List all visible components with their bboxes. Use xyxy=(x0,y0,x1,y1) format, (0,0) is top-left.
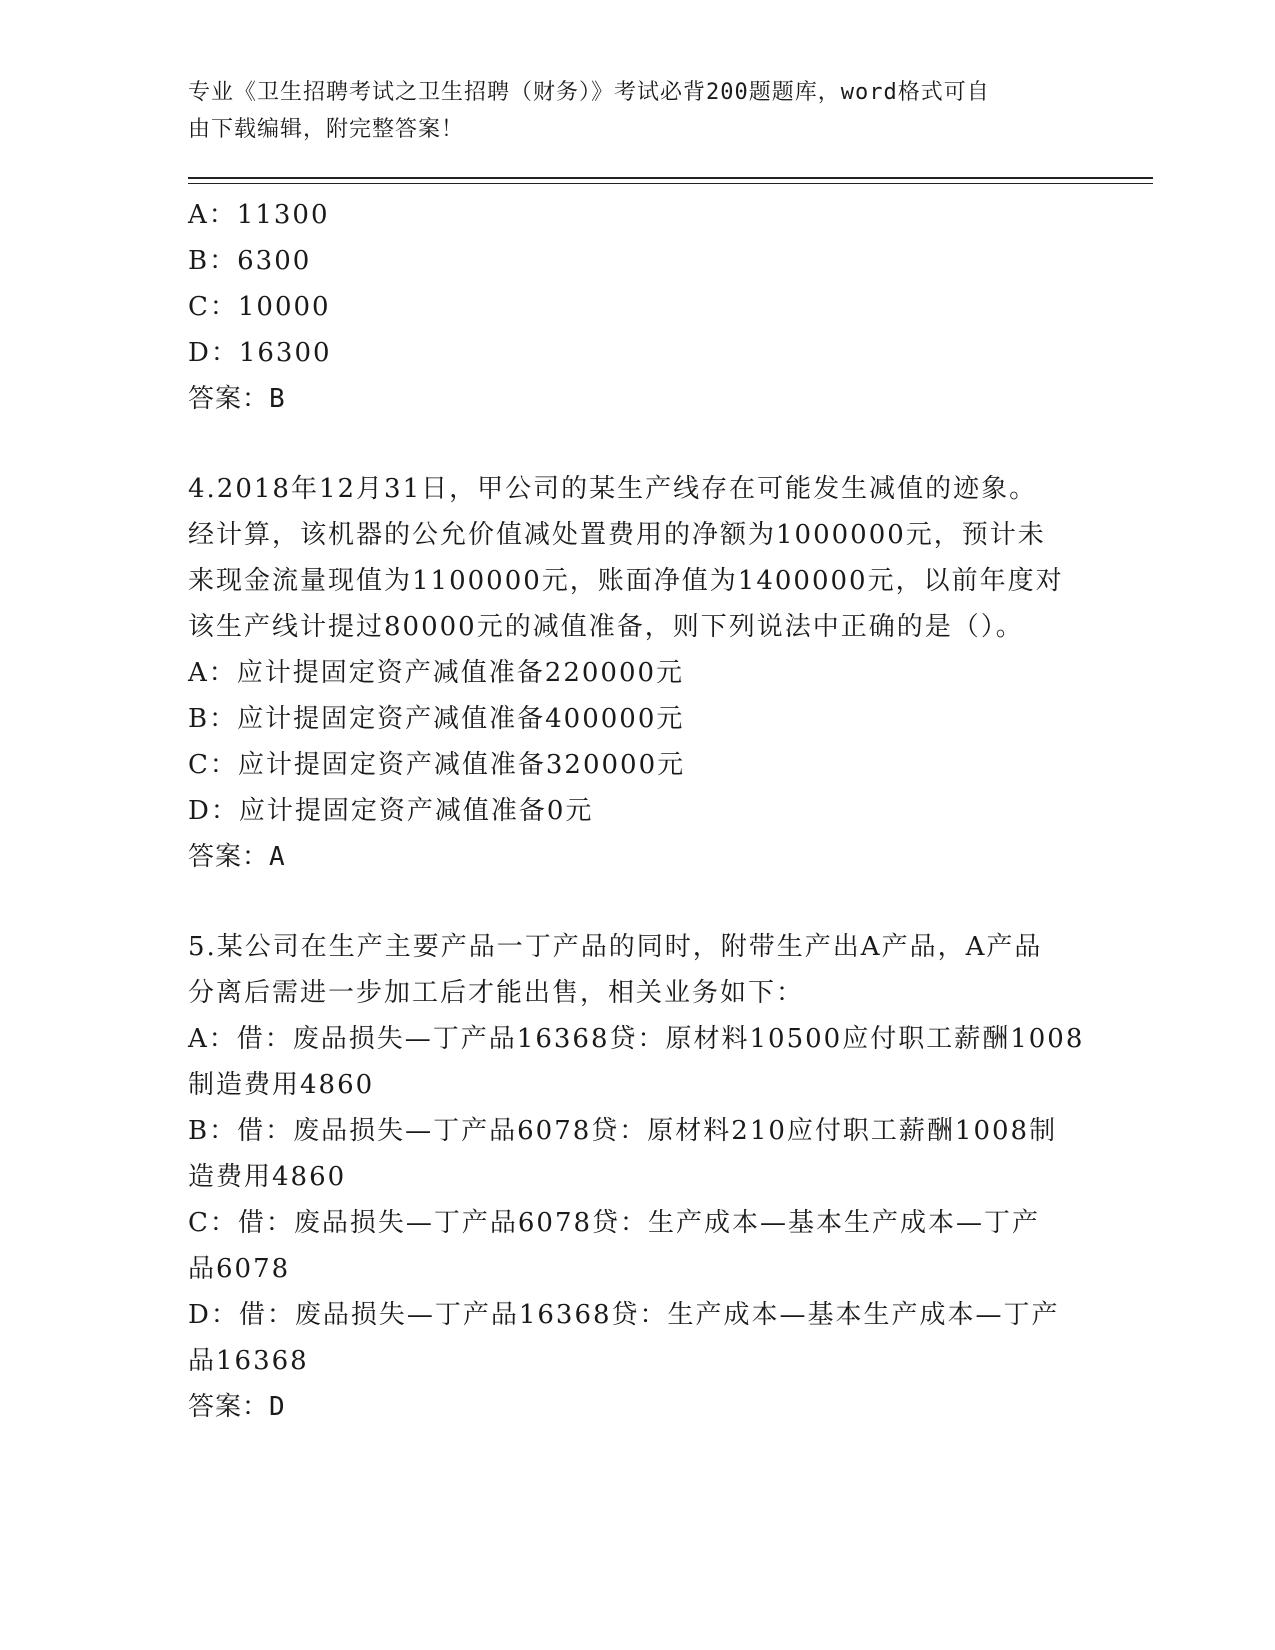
q5-option-b xyxy=(188,1108,1088,1200)
header-line-1: 专业《卫生招聘考试之卫生招聘（财务）》考试必背200题题库，word格式可自 xyxy=(188,80,990,105)
q5-option-a xyxy=(188,1016,1088,1108)
q5-option-b-line: 造费用4860 xyxy=(188,1162,347,1192)
q4-option-c: C：应计提固定资产减值准备320000元 xyxy=(188,750,686,780)
q3-option-c: C：10000 xyxy=(188,292,331,322)
q5-stem-line: 5.某公司在生产主要产品一丁产品的同时，附带生产出A产品，A产品 xyxy=(188,932,1043,962)
q5-option-b-line: B：借：废品损失—丁产品6078贷：原材料210应付职工薪酬1008制 xyxy=(188,1116,1058,1146)
q4-option-d: D：应计提固定资产减值准备0元 xyxy=(188,796,594,826)
header-divider-thin xyxy=(188,183,1153,184)
question-5 xyxy=(188,924,1088,1430)
q3-answer: 答案：B xyxy=(188,384,286,414)
q3-option-d: D：16300 xyxy=(188,338,332,368)
q5-option-d-line: 品16368 xyxy=(188,1346,309,1376)
q3-option-b: B：6300 xyxy=(188,246,312,276)
q3-option-a: A：11300 xyxy=(188,200,330,230)
q4-option-b: B：应计提固定资产减值准备400000元 xyxy=(188,704,685,734)
q5-option-a-line: 制造费用4860 xyxy=(188,1070,375,1100)
q5-option-a-line: A：借：废品损失—丁产品16368贷：原材料10500应付职工薪酬1008 xyxy=(188,1024,1085,1054)
q5-stem-line: 分离后需进一步加工后才能出售，相关业务如下： xyxy=(188,978,805,1008)
q4-option-a: A：应计提固定资产减值准备220000元 xyxy=(188,658,685,688)
q5-option-d xyxy=(188,1292,1088,1384)
question-4 xyxy=(188,466,1088,880)
q4-stem-line: 该生产线计提过80000元的减值准备，则下列说法中正确的是（）。 xyxy=(188,612,1024,642)
q4-stem-line: 4.2018年12月31日，甲公司的某生产线存在可能发生减值的迹象。 xyxy=(188,474,1038,504)
header-divider-thick xyxy=(188,177,1153,179)
spacer xyxy=(188,880,1088,924)
q5-stem xyxy=(188,924,1088,1016)
q4-stem-line: 来现金流量现值为1100000元，账面净值为1400000元，以前年度对 xyxy=(188,566,1064,596)
q4-answer: 答案：A xyxy=(188,842,286,872)
header-line-2: 由下载编辑，附完整答案！ xyxy=(188,117,465,142)
question-3-options xyxy=(188,192,1088,422)
q5-option-d-line: D：借：废品损失—丁产品16368贷：生产成本—基本生产成本—丁产 xyxy=(188,1300,1060,1330)
question-content xyxy=(188,192,1088,1430)
document-header xyxy=(188,74,1068,148)
q5-option-c-line: C：借：废品损失—丁产品6078贷：生产成本—基本生产成本—丁产 xyxy=(188,1208,1041,1238)
q4-stem xyxy=(188,466,1088,650)
q5-option-c xyxy=(188,1200,1088,1292)
q5-option-c-line: 品6078 xyxy=(188,1254,291,1284)
q4-stem-line: 经计算，该机器的公允价值减处置费用的净额为1000000元，预计未 xyxy=(188,520,1046,550)
spacer xyxy=(188,422,1088,466)
q5-answer: 答案：D xyxy=(188,1392,286,1422)
